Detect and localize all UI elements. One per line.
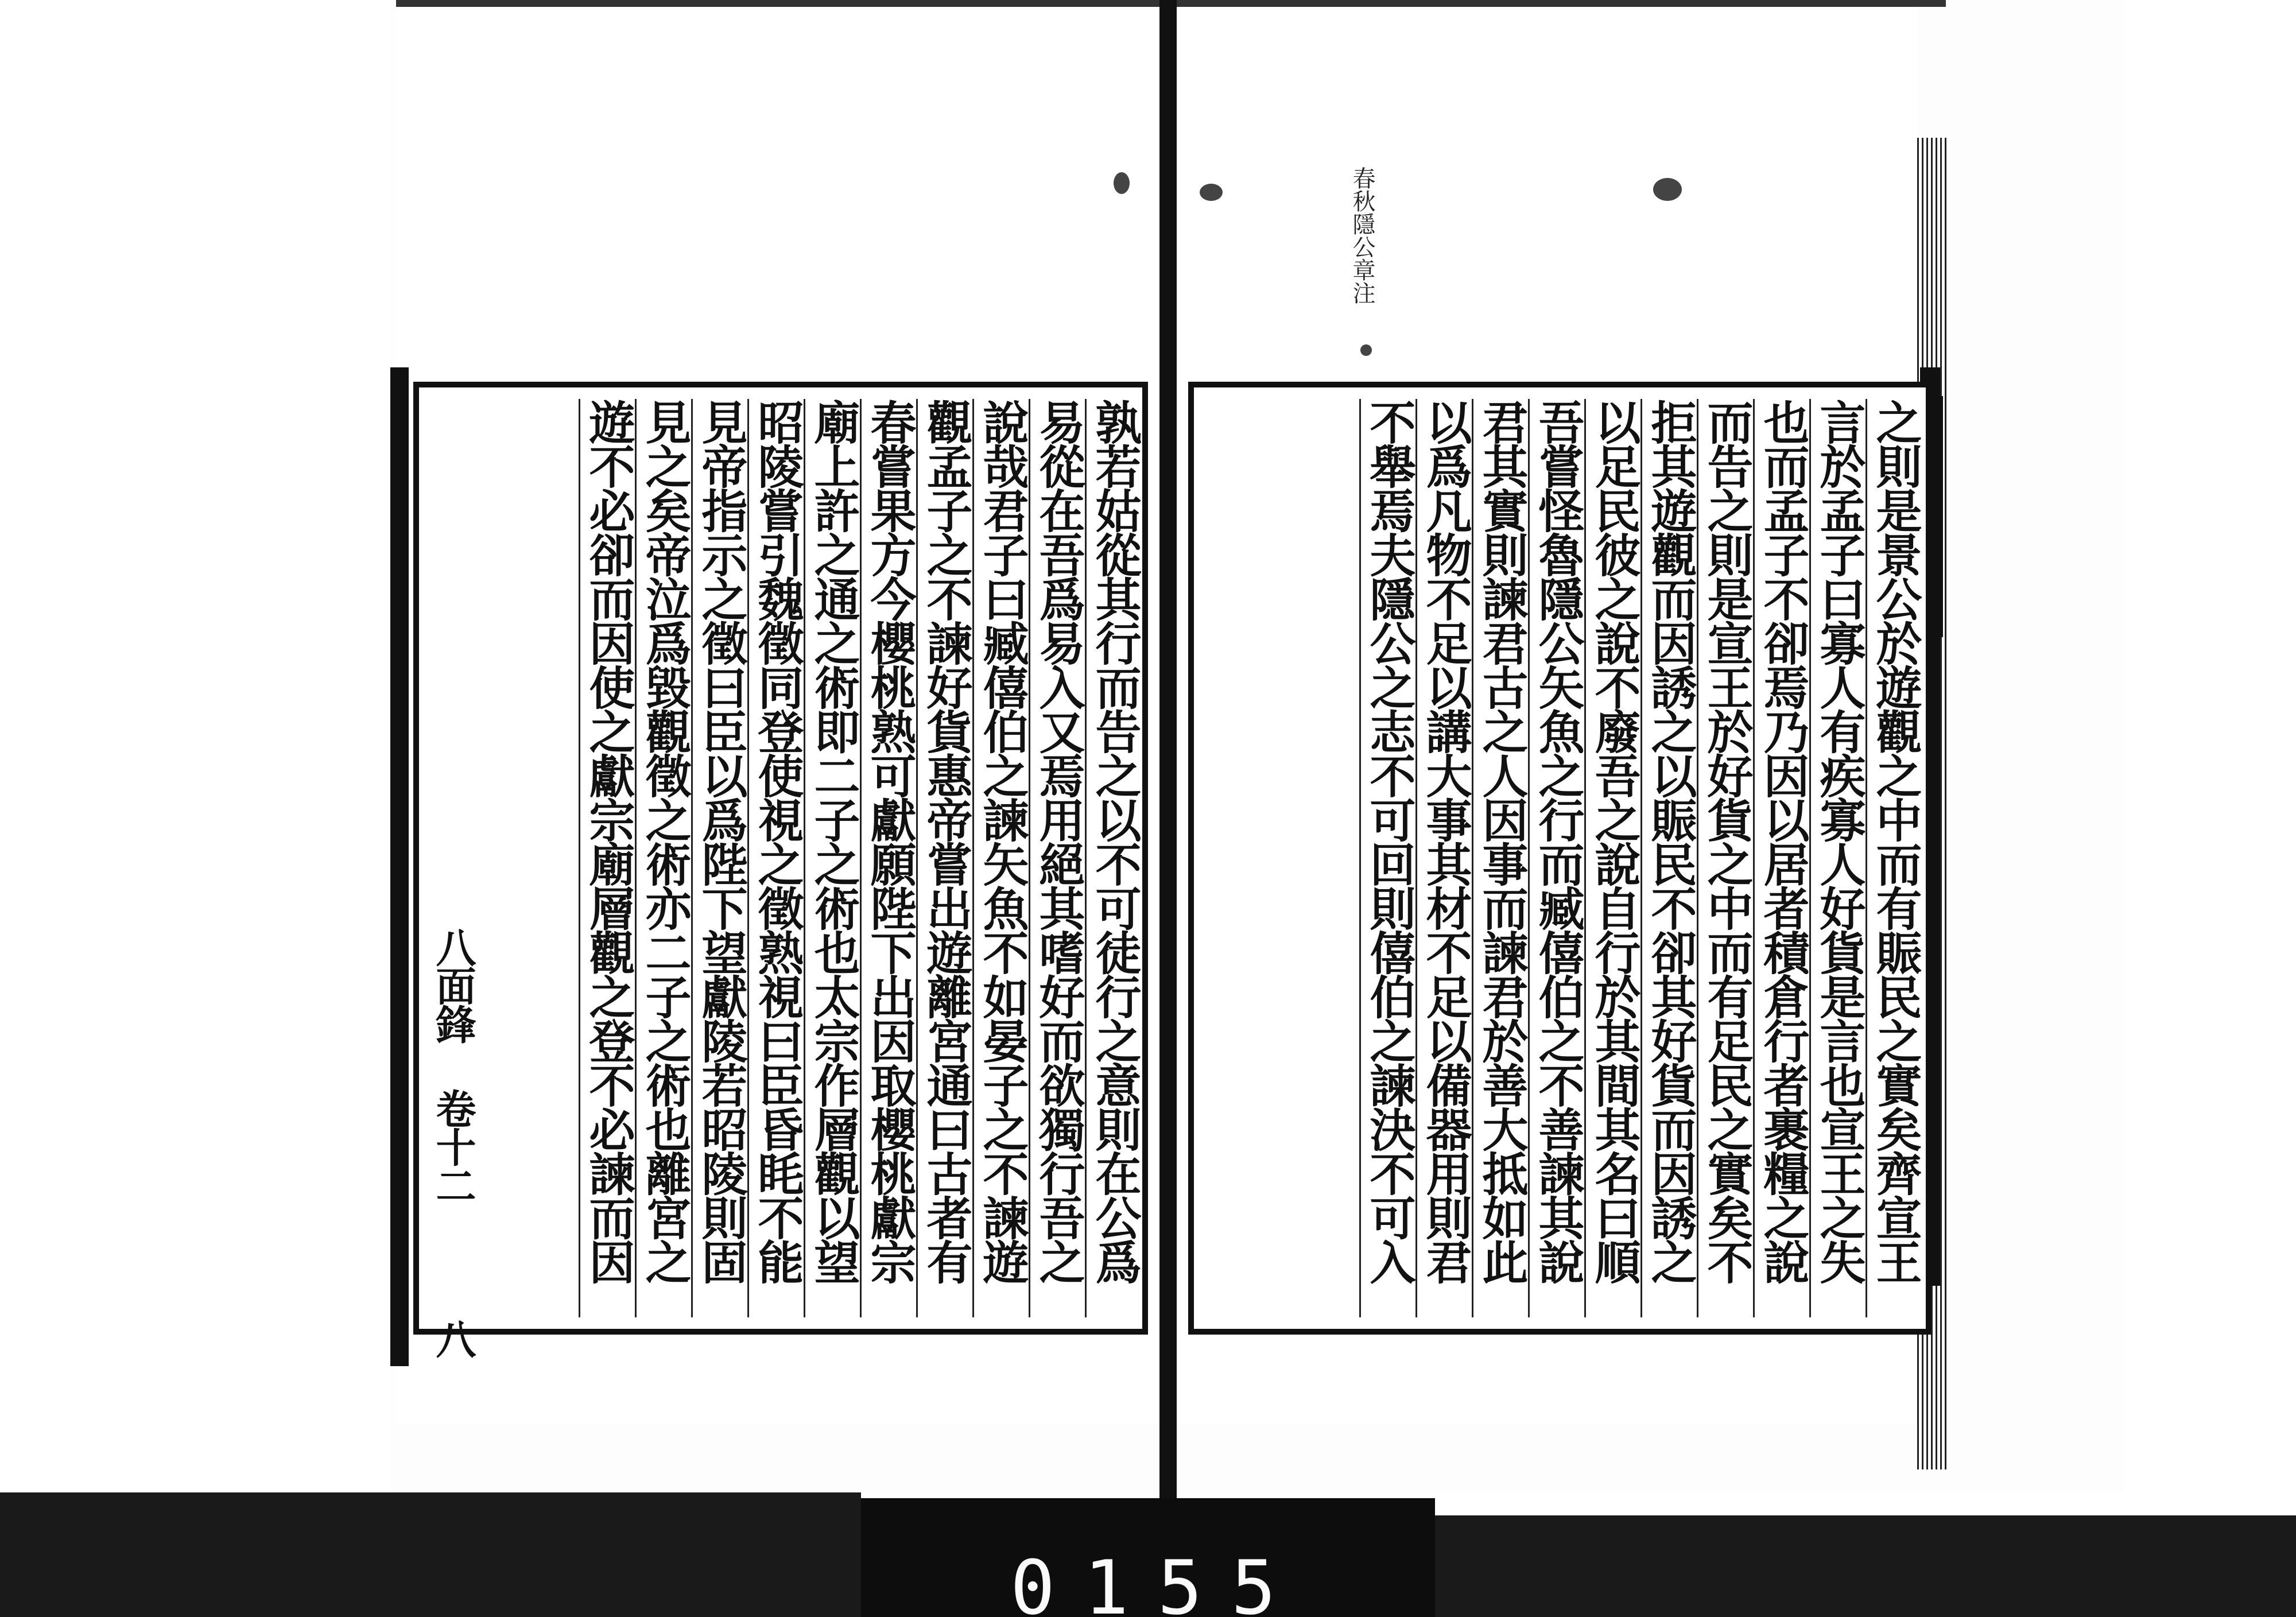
text-column: 言於孟子曰寡人有疾寡人好貨是言也宣王之失 [1809, 399, 1865, 1317]
book-gutter [1159, 0, 1177, 1492]
text-column: 見帝指示之徵曰臣以爲陛下望獻陵若昭陵則固 [691, 399, 747, 1317]
text-column: 觀孟子之不諫好貨惠帝嘗出遊離宮通曰古者有 [916, 399, 972, 1317]
text-column: 見之矣帝泣爲毀觀徵之術亦二子之術也離宮之 [635, 399, 691, 1317]
margin-label: 八面鋒 卷十二 [429, 927, 477, 1204]
margin-title-column [425, 399, 505, 1357]
handwritten-note: 春秋隱公章注 [1349, 166, 1375, 304]
text-column: 而告之則是宣王於好貨之中而有足民之實矣不 [1697, 399, 1753, 1317]
text-column: 孰若姑從其行而告之以不可徒行之意則在公爲 [1085, 399, 1141, 1317]
left-text-frame [413, 382, 1148, 1357]
page-number: 八 [429, 1319, 477, 1357]
right-text-frame [1188, 382, 1932, 1335]
text-column: 不舉焉夫隱公之志不可回則僖伯之諫決不可入 [1359, 399, 1415, 1317]
scan-bottom-shadow-right [1435, 1515, 2296, 1617]
ink-speck [1114, 172, 1130, 194]
ink-speck [1653, 178, 1682, 201]
text-column: 廟上許之通之術即二子之術也太宗作層觀以望 [804, 399, 860, 1317]
ink-speck [1200, 184, 1223, 201]
text-column: 易從在吾爲易入又焉用絕其嗜好而欲獨行吾之 [1029, 399, 1085, 1317]
text-column: 遊不必卻而因使之獻宗廟層觀之登不必諫而因 [579, 399, 635, 1317]
text-column: 昭陵嘗引魏徵同登使視之徵熟視曰臣昏眊不能 [747, 399, 804, 1317]
left-edge-shadow [390, 367, 409, 1366]
text-column: 以爲凡物不足以講大事其材不足以備器用則君 [1415, 399, 1472, 1317]
ink-speck [1360, 344, 1372, 356]
text-column: 春嘗果方今櫻桃熟可獻願陛下出因取櫻桃獻宗 [860, 399, 916, 1317]
scan-bottom-shadow-left [0, 1492, 861, 1617]
text-column: 君其實則諫君古之人因事而諫君於善大抵如此 [1472, 399, 1528, 1317]
text-column: 吾嘗怪魯隱公矢魚之行而臧僖伯之不善諫其說 [1528, 399, 1584, 1317]
text-column: 說哉君子曰臧僖伯之諫矢魚不如晏子之不諫遊 [972, 399, 1029, 1317]
text-column: 以足民彼之說不廢吾之說自行於其間其名曰順 [1584, 399, 1640, 1317]
archive-number: 0155 [1010, 1544, 1305, 1617]
text-column: 也而孟子不卻焉乃因以居者積倉行者裹糧之說 [1753, 399, 1809, 1317]
fold-shadow-1 [1159, 1337, 1177, 1504]
text-column: 拒其遊觀而因誘之以賑民不卻其好貨而因誘之 [1640, 399, 1697, 1317]
text-column: 之則是景公於遊觀之中而有賑民之實矣齊宣王 [1865, 399, 1922, 1317]
